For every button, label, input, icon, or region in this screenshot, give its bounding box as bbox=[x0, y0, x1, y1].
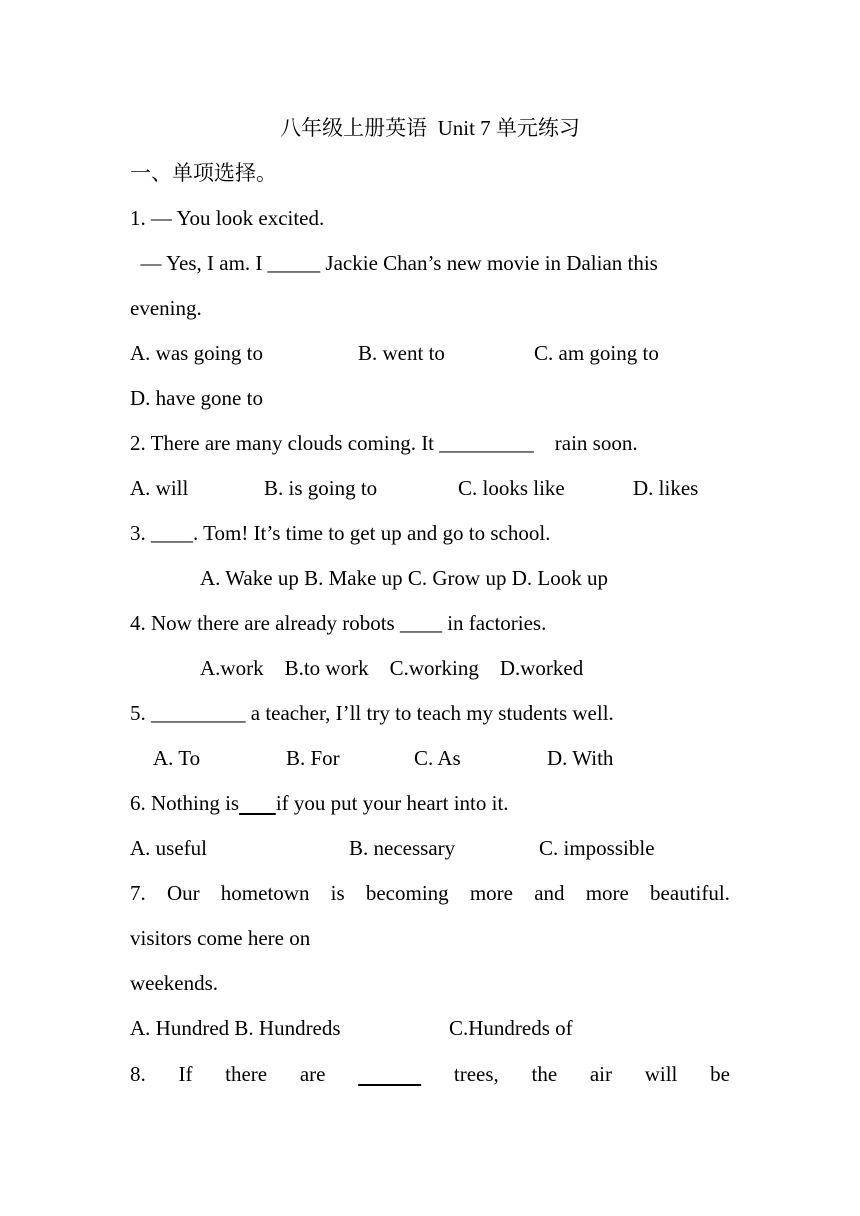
question-5-option-a: A. To bbox=[153, 746, 201, 770]
question-7-word: is bbox=[330, 881, 345, 905]
question-5-option-d: D. With bbox=[547, 746, 614, 770]
question-1-option-a: A. was going to bbox=[130, 341, 263, 365]
section-heading: 一、单项选择。 bbox=[130, 161, 277, 185]
question-7-word: 7. bbox=[130, 881, 146, 905]
question-8-word: will bbox=[644, 1062, 678, 1086]
question-1-line-1: 1. — You look excited. bbox=[130, 206, 325, 230]
question-2-option-a: A. will bbox=[130, 476, 189, 500]
answer-blank bbox=[358, 1064, 421, 1085]
question-7-line-3: weekends. bbox=[130, 971, 219, 995]
question-1-line-2: — Yes, I am. I _____ Jackie Chan’s new movie in Dalian this bbox=[130, 251, 658, 275]
question-6-text-pre: 6. Nothing is bbox=[130, 791, 240, 815]
question-7-option-ab: A. Hundred B. Hundreds bbox=[130, 1016, 341, 1040]
question-4-line-1: 4. Now there are already robots ____ in factories. bbox=[130, 611, 547, 635]
question-8-word: trees, bbox=[453, 1062, 499, 1086]
answer-blank bbox=[239, 791, 276, 815]
question-7-word: hometown bbox=[220, 881, 310, 905]
question-7-word: beautiful. bbox=[650, 881, 730, 905]
question-6-line-1 bbox=[130, 793, 509, 814]
question-2-line-1: 2. There are many clouds coming. It _________ rain soon. bbox=[130, 431, 638, 455]
question-8-word: air bbox=[589, 1062, 613, 1086]
question-6-text-post: if you put your heart into it. bbox=[275, 791, 509, 815]
question-1-line-3: evening. bbox=[130, 296, 202, 320]
question-7-option-c: C.Hundreds of bbox=[449, 1016, 573, 1040]
page-title: 八年级上册英语 Unit 7 单元练习 bbox=[280, 116, 580, 140]
question-7-word: becoming bbox=[365, 881, 449, 905]
question-7-word: more bbox=[585, 881, 629, 905]
question-8-word: If bbox=[178, 1062, 193, 1086]
question-2-option-c: C. looks like bbox=[458, 476, 565, 500]
question-6-option-b: B. necessary bbox=[349, 836, 456, 860]
question-7-word: more bbox=[469, 881, 513, 905]
question-1-option-b: B. went to bbox=[358, 341, 445, 365]
question-7-line-2: visitors come here on bbox=[130, 926, 311, 950]
question-7-line-1 bbox=[130, 883, 730, 904]
question-3-options: A. Wake up B. Make up C. Grow up D. Look up bbox=[200, 566, 608, 590]
question-8-word: be bbox=[710, 1062, 730, 1086]
question-7-word: Our bbox=[166, 881, 200, 905]
question-2-option-d: D. likes bbox=[633, 476, 699, 500]
question-8-word: are bbox=[299, 1062, 326, 1086]
question-5-option-c: C. As bbox=[414, 746, 461, 770]
question-5-option-b: B. For bbox=[286, 746, 340, 770]
question-1-option-d: D. have gone to bbox=[130, 386, 263, 410]
question-5-line-1: 5. _________ a teacher, I’ll try to teach my students well. bbox=[130, 701, 614, 725]
question-7-word: and bbox=[534, 881, 565, 905]
question-1-option-c: C. am going to bbox=[534, 341, 659, 365]
question-6-option-a: A. useful bbox=[130, 836, 207, 860]
question-3-line-1: 3. ____. Tom! It’s time to get up and go to school. bbox=[130, 521, 551, 545]
question-8-word: the bbox=[531, 1062, 558, 1086]
question-2-option-b: B. is going to bbox=[264, 476, 378, 500]
question-4-options: A.work B.to work C.working D.worked bbox=[200, 656, 584, 680]
question-6-option-c: C. impossible bbox=[539, 836, 655, 860]
question-8-line-1 bbox=[130, 1064, 730, 1085]
question-8-word: 8. bbox=[130, 1062, 146, 1086]
question-8-word: there bbox=[225, 1062, 268, 1086]
